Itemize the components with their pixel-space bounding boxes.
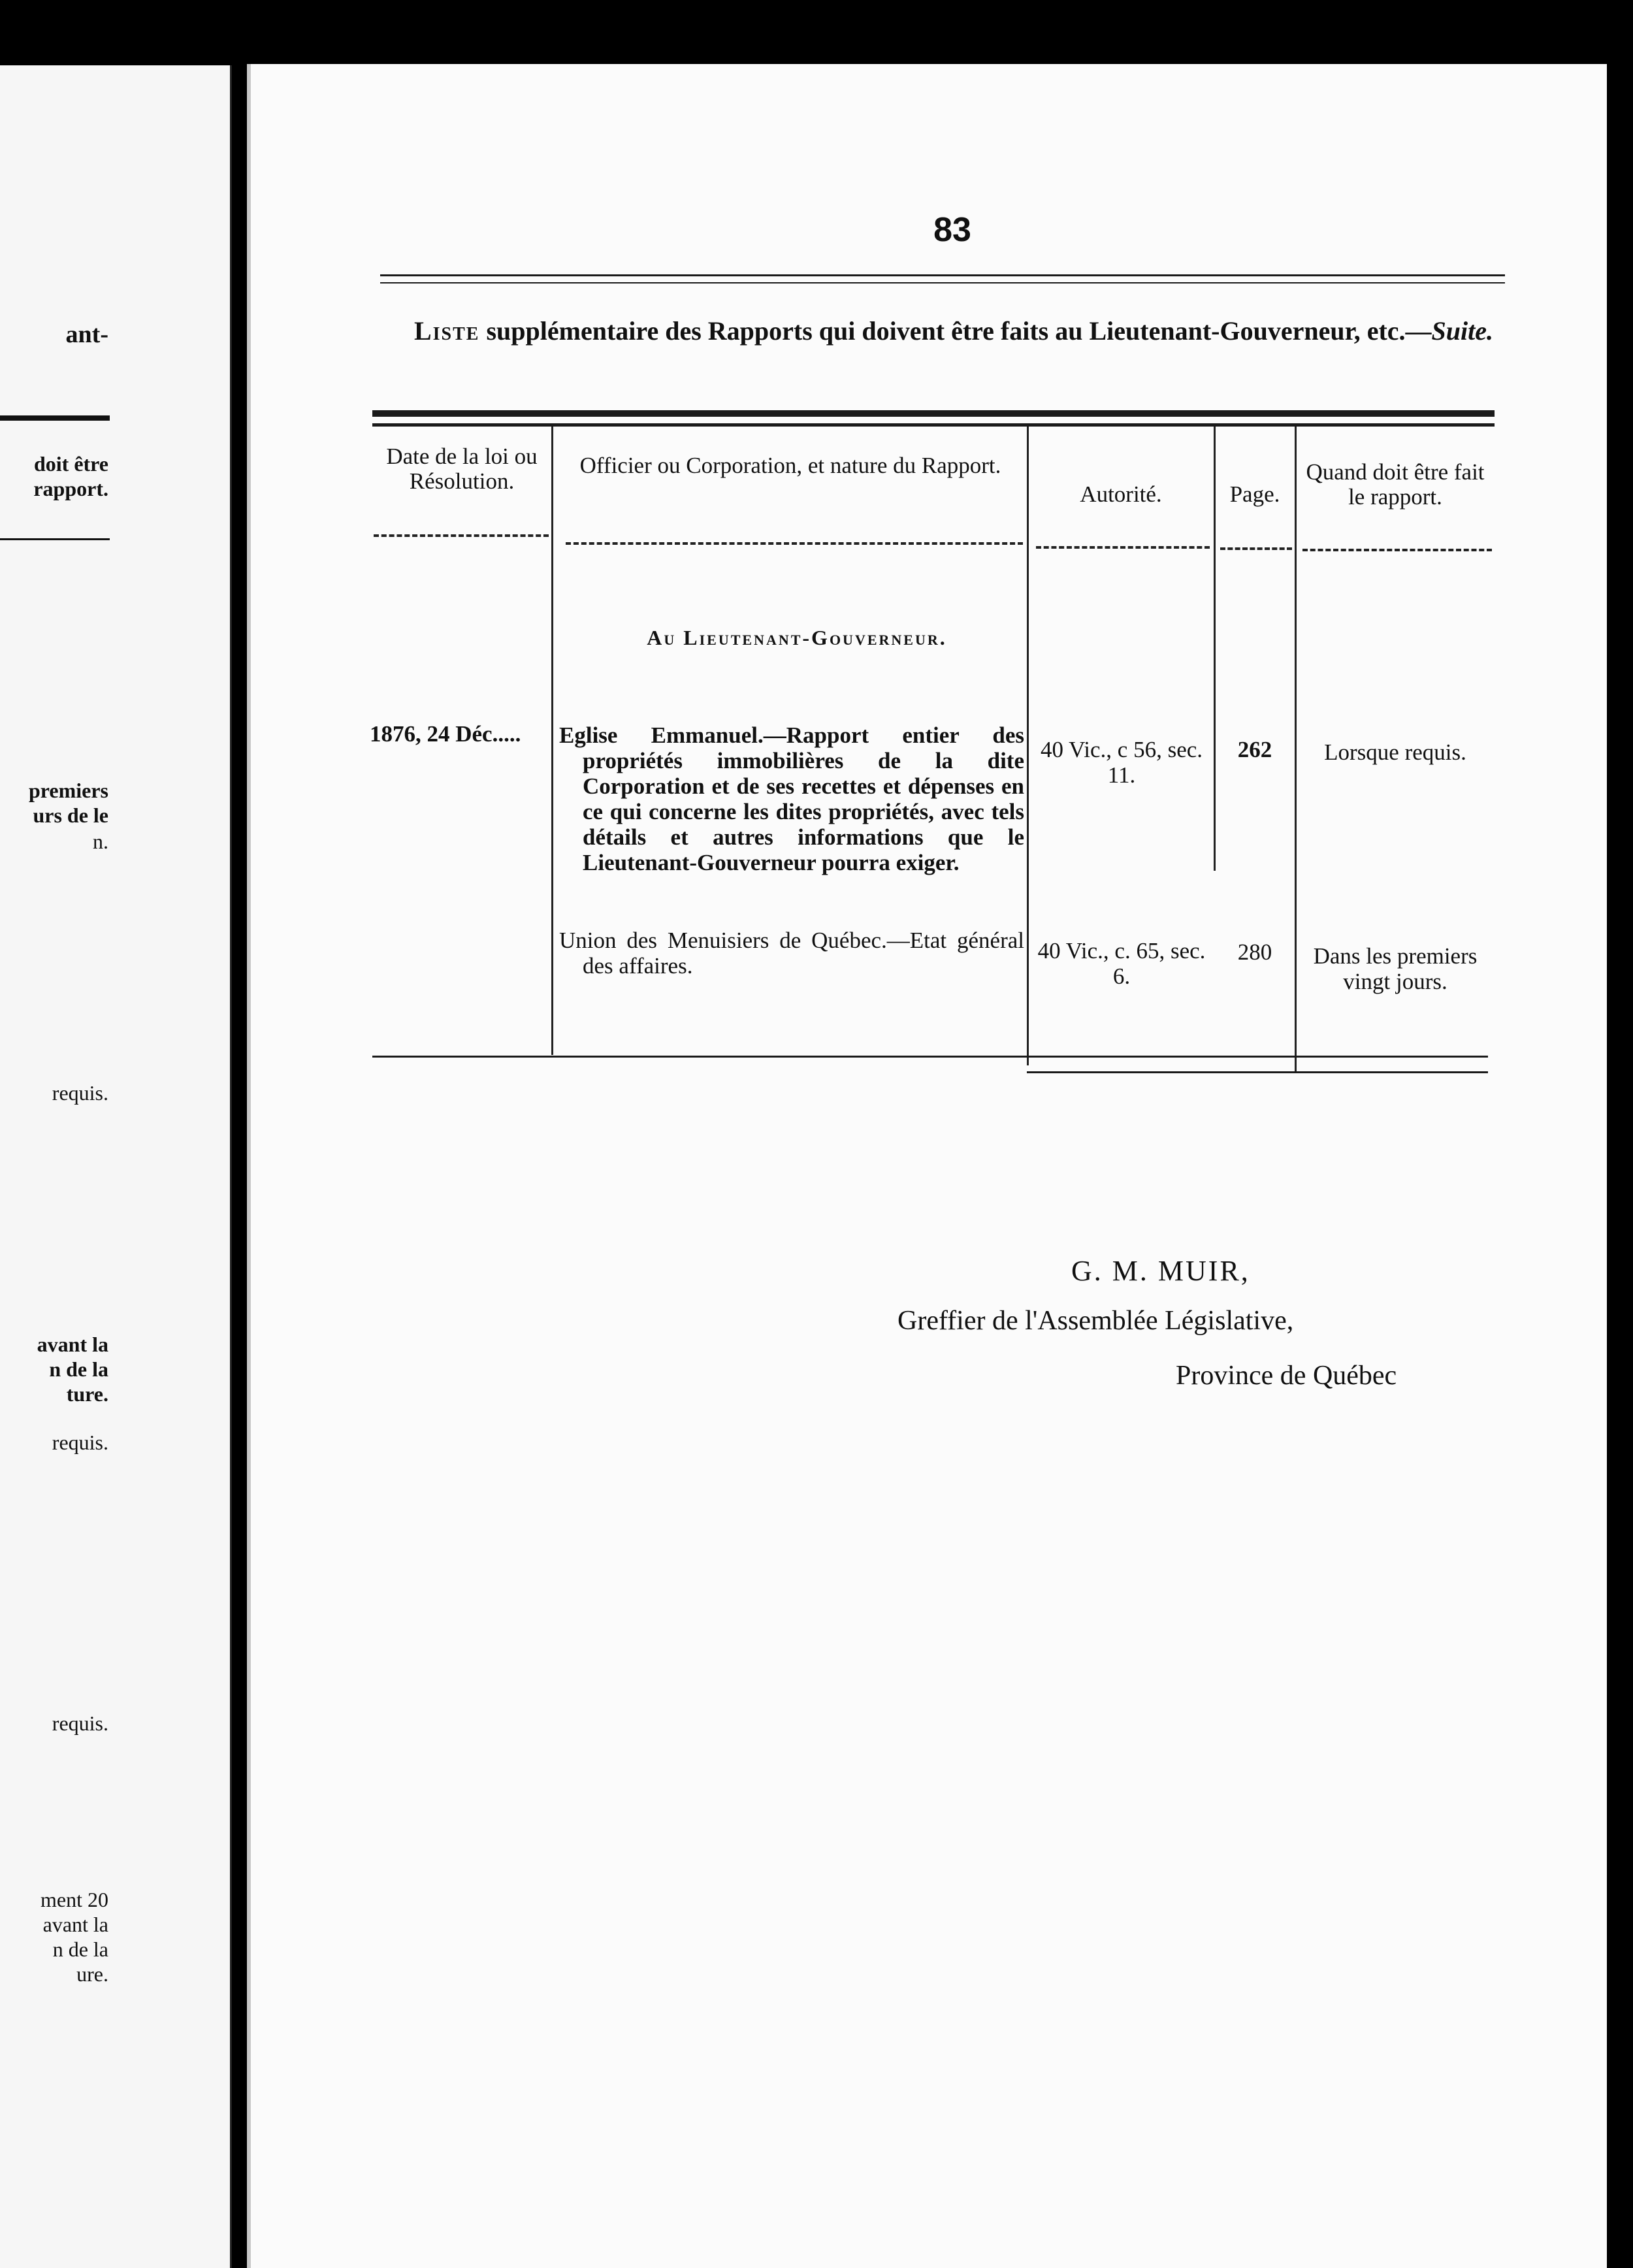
prev-fragment: n de la — [52, 1937, 108, 1961]
signature-name: G. M. MUIR, — [1071, 1255, 1250, 1287]
page-number: 83 — [933, 211, 971, 249]
prev-fragment: n. — [93, 830, 108, 853]
prev-fragment: rapport. — [33, 477, 108, 500]
row-2-when: Dans les premiers vingt jours. — [1313, 943, 1478, 994]
header-underline — [1036, 546, 1210, 549]
row-1-officer-text: —Rapport entier des propriétés immobilières de la dite Corporation et de ses recettes et dépenses en ce qui concerne les dites propriétés, avec tels détails et autres informations que le Lieutenant-Gouverneur pourra exiger. — [583, 722, 1024, 875]
prev-fragment: ment 20 — [40, 1888, 108, 1911]
prev-fragment: n de la — [49, 1357, 108, 1381]
title-suffix: Suite. — [1431, 316, 1493, 346]
table-top-rule — [372, 423, 1495, 427]
prev-rule — [0, 538, 110, 540]
prev-fragment: premiers — [28, 779, 108, 802]
header-officer: Officier ou Corporation, et nature du Rapport. — [579, 453, 1001, 478]
row-2-officer-name: Union des Menuisiers de Québec. — [559, 928, 887, 953]
row-1-officer-name: Eglise Emmanuel. — [559, 722, 764, 748]
prev-fragment: urs de le — [33, 803, 108, 827]
table-bottom-rule — [372, 1056, 1488, 1058]
table-bottom-rule — [1027, 1071, 1488, 1073]
prev-fragment: avant la — [37, 1333, 108, 1356]
column-divider — [1214, 427, 1216, 871]
row-2-officer — [559, 928, 1024, 979]
prev-fragment: ure. — [76, 1962, 108, 1986]
prev-fragment: requis. — [52, 1431, 108, 1454]
title-lead: Liste — [413, 316, 480, 346]
prev-fragment: avant la — [42, 1913, 108, 1936]
table-top-rule — [372, 410, 1495, 417]
signature-title: Greffier de l'Assemblée Législative, — [897, 1306, 1294, 1336]
top-rule — [380, 274, 1505, 276]
header-underline — [1302, 549, 1492, 551]
row-1-date: 1876, 24 Déc..... — [370, 721, 521, 747]
prev-fragment: doit être — [33, 452, 108, 476]
row-2-page: 280 — [1237, 939, 1272, 965]
top-rule — [380, 282, 1505, 284]
title-text: supplémentaire des Rapports qui doivent être faits au Lieutenant-Gouverneur, etc.— — [486, 316, 1432, 346]
prev-fragment: requis. — [52, 1711, 108, 1735]
header-when: Quand doit être fait le rapport. — [1306, 459, 1485, 510]
prev-rule — [0, 415, 110, 421]
header-underline — [374, 534, 549, 537]
column-divider — [1027, 427, 1029, 1065]
row-1-authority: 40 Vic., c 56, sec. 11. — [1040, 737, 1203, 788]
row-2-officer-text: —Etat général des affaires. — [583, 928, 1024, 979]
previous-page-edge — [0, 65, 232, 2268]
header-page: Page. — [1229, 481, 1280, 507]
prev-fragment: ture. — [66, 1382, 108, 1406]
document-page — [247, 64, 1607, 2268]
page-title — [385, 315, 1522, 348]
prev-fragment: ant- — [65, 321, 108, 348]
row-1-when: Lorsque requis. — [1324, 739, 1466, 765]
prev-fragment: requis. — [52, 1081, 108, 1105]
section-heading: Au Lieutenant-Gouverneur. — [647, 626, 947, 649]
column-divider — [1295, 427, 1297, 1073]
header-authority: Autorité. — [1080, 481, 1162, 507]
row-2-authority: 40 Vic., c. 65, sec. 6. — [1037, 938, 1206, 989]
header-date: Date de la loi ou Résolution. — [386, 444, 538, 494]
row-1-officer — [559, 722, 1024, 875]
header-underline — [1220, 547, 1292, 550]
row-1-page: 262 — [1237, 737, 1272, 762]
header-underline — [566, 542, 1023, 545]
signature-province: Province de Québec — [1176, 1361, 1397, 1391]
